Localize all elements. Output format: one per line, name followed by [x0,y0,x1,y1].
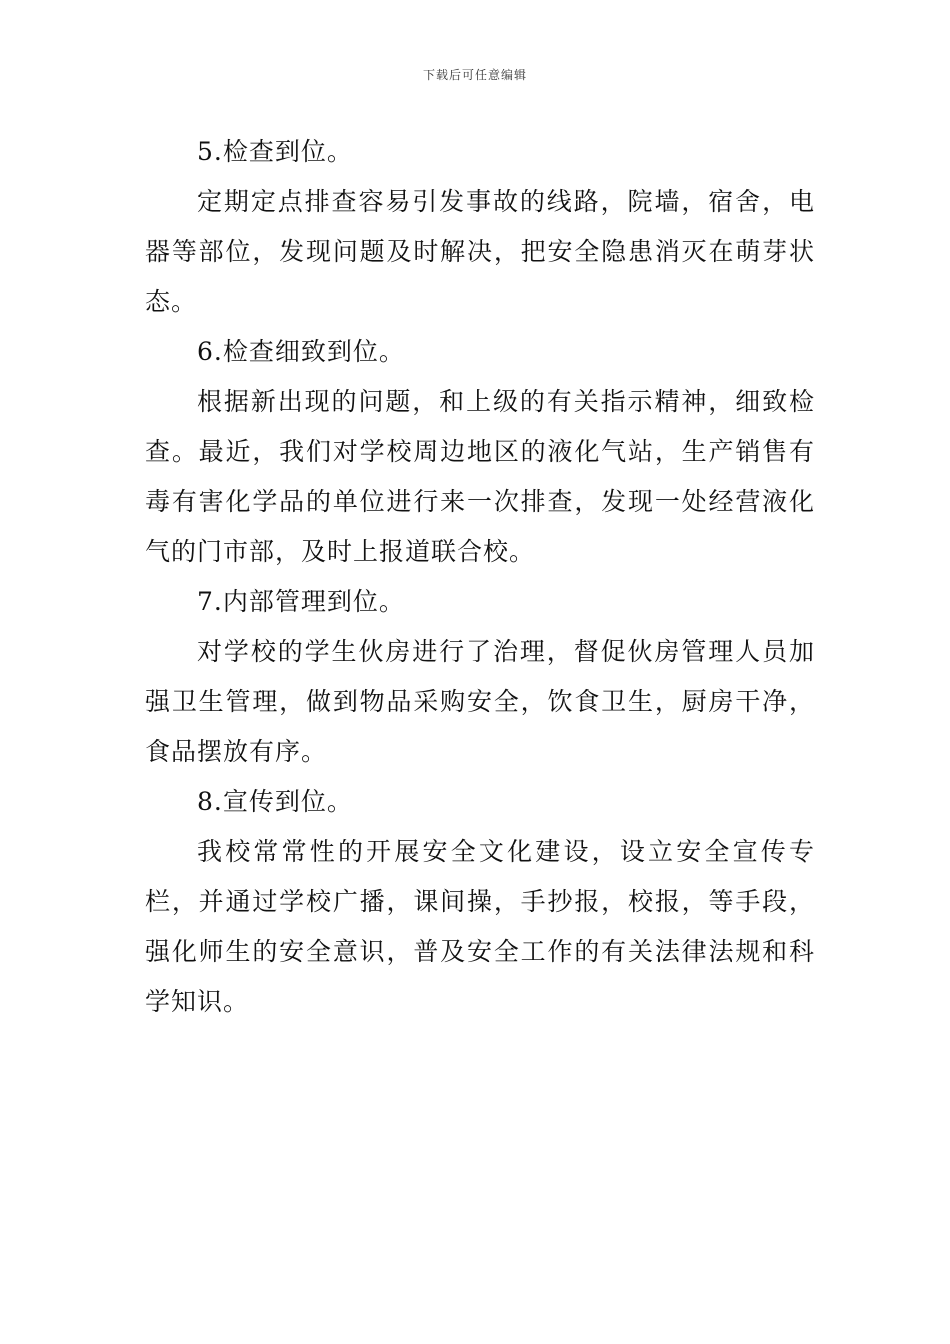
paragraph-inspection: 定期定点排查容易引发事故的线路，院墙，宿舍，电器等部位，发现问题及时解决，把安全隐患消灭在萌芽状态。 [145,187,815,316]
header-note: 下载后可任意编辑 [422,68,527,82]
paragraph-detailed-inspection: 根据新出现的问题，和上级的有关指示精神，细致检查。最近，我们对学校周边地区的液化气站，生产销售有毒有害化学品的单位进行来一次排查，发现一处经营液化气的门市部，及时上报道联合校。 [145,387,815,566]
section-heading-7: 7.内部管理到位。 [197,587,405,616]
document-body [145,127,815,1027]
section-heading-5: 5.检查到位。 [197,137,353,166]
section-heading-8: 8.宣传到位。 [197,787,353,816]
paragraph-internal-management: 对学校的学生伙房进行了治理，督促伙房管理人员加强卫生管理，做到物品采购安全，饮食卫生，厨房干净，食品摆放有序。 [145,637,815,766]
section-heading-6: 6.检查细致到位。 [197,337,405,366]
paragraph-publicity: 我校常常性的开展安全文化建设，设立安全宣传专栏，并通过学校广播，课间操，手抄报，校报，等手段，强化师生的安全意识，普及安全工作的有关法律法规和科学知识。 [145,837,815,1016]
